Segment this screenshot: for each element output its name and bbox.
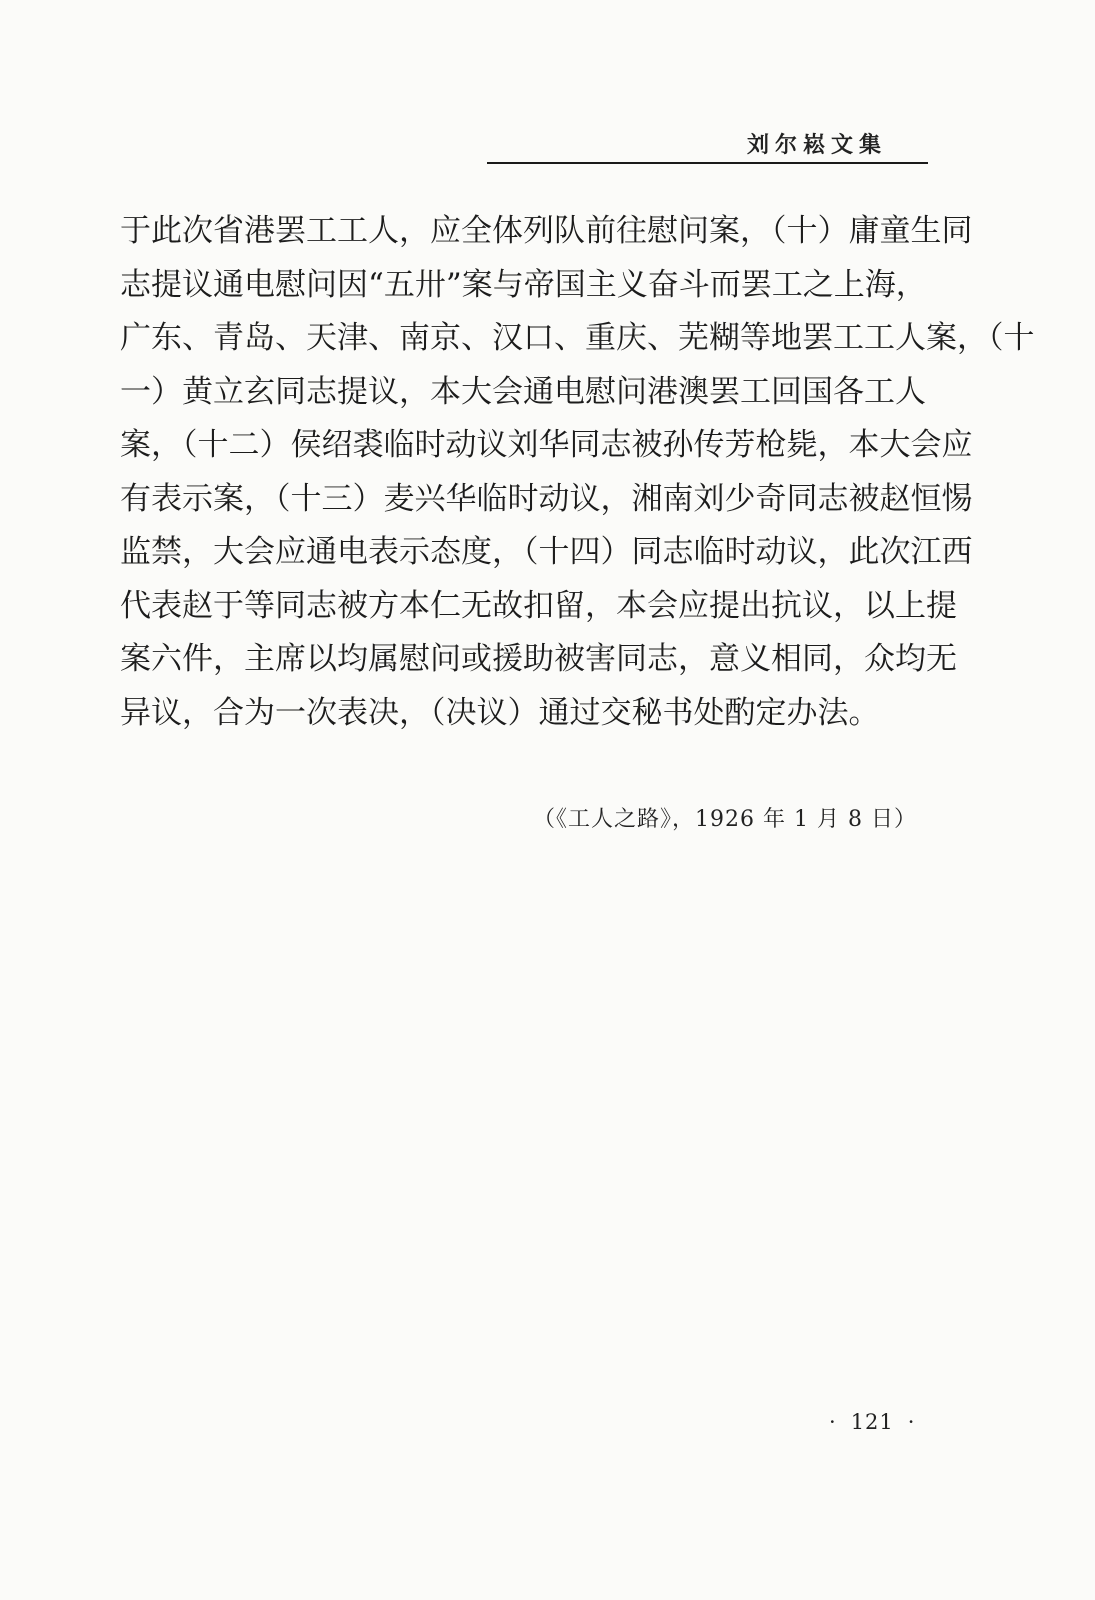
page-number bbox=[815, 1410, 929, 1434]
page-number-value: 121 bbox=[850, 1410, 894, 1434]
page-number-dot-left: · bbox=[829, 1410, 837, 1434]
header-rule bbox=[487, 162, 928, 164]
body-line: 于此次省港罢工工人，应全体列队前往慰问案，（十）庸童生同 bbox=[120, 213, 973, 249]
body-line: 一）黄立玄同志提议，本大会通电慰问港澳罢工回国各工人 bbox=[120, 373, 926, 410]
body-line: 代表赵于等同志被方本仁无故扣留，本会应提出抗议，以上提 bbox=[120, 587, 957, 624]
body-line: 案六件，主席以均属慰问或援助被害同志，意义相同，众均无 bbox=[120, 641, 957, 677]
body-line: 监禁，大会应通电表示态度，（十四）同志临时动议，此次江西 bbox=[120, 534, 973, 570]
body-line: 有表示案，（十三）麦兴华临时动议，湘南刘少奇同志被赵恒惕 bbox=[120, 480, 973, 517]
body-line: 广东、青岛、天津、南京、汉口、重庆、芜糊等地罢工工人案，（十 bbox=[120, 320, 1035, 356]
body-text bbox=[120, 205, 1035, 740]
body-line: 案，（十二）侯绍裘临时动议刘华同志被孙传芳枪毙，本大会应 bbox=[120, 427, 973, 463]
running-header-title: 刘尔崧文集 bbox=[746, 132, 887, 158]
page-number-dot-right: · bbox=[907, 1410, 916, 1434]
source-citation: （《工人之路》，1926 年 1 月 8 日） bbox=[533, 807, 917, 832]
body-line: 志提议通电慰问因“五卅”案与帝国主义奋斗而罢工之上海， bbox=[120, 266, 927, 303]
body-line: 异议，合为一次表决，（决议）通过交秘书处酌定办法。 bbox=[120, 694, 880, 731]
